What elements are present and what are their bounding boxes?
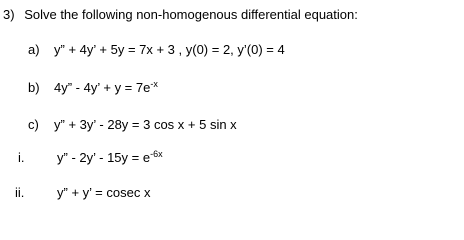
item-label: a) bbox=[28, 42, 40, 57]
question-header bbox=[3, 7, 358, 23]
item-label: ii. bbox=[15, 185, 25, 200]
equation: y” + 4y’ + 5y = 7x + 3 , y(0) = 2, y’(0) = 4 bbox=[54, 42, 285, 57]
item-label: b) bbox=[28, 80, 40, 95]
equation bbox=[54, 80, 158, 96]
list-item bbox=[28, 80, 158, 96]
item-label: i. bbox=[18, 150, 25, 165]
list-item bbox=[28, 42, 285, 58]
equation-main: y” - 2y’ - 15y = e bbox=[57, 150, 151, 165]
list-item bbox=[15, 185, 150, 201]
list-item bbox=[28, 117, 237, 133]
equation-exponent: -6x bbox=[150, 149, 163, 159]
equation: y” + 3y’ - 28y = 3 cos x + 5 sin x bbox=[54, 117, 237, 132]
question-prompt: Solve the following non-homogenous differential equation: bbox=[24, 7, 358, 22]
equation-exponent: -x bbox=[150, 79, 158, 89]
question-number: 3) bbox=[3, 7, 15, 22]
equation bbox=[57, 150, 163, 166]
equation-main: 4y” - 4y’ + y = 7e bbox=[54, 80, 151, 95]
list-item bbox=[18, 150, 163, 166]
equation: y” + y’ = cosec x bbox=[57, 185, 151, 200]
item-label: c) bbox=[28, 117, 39, 132]
